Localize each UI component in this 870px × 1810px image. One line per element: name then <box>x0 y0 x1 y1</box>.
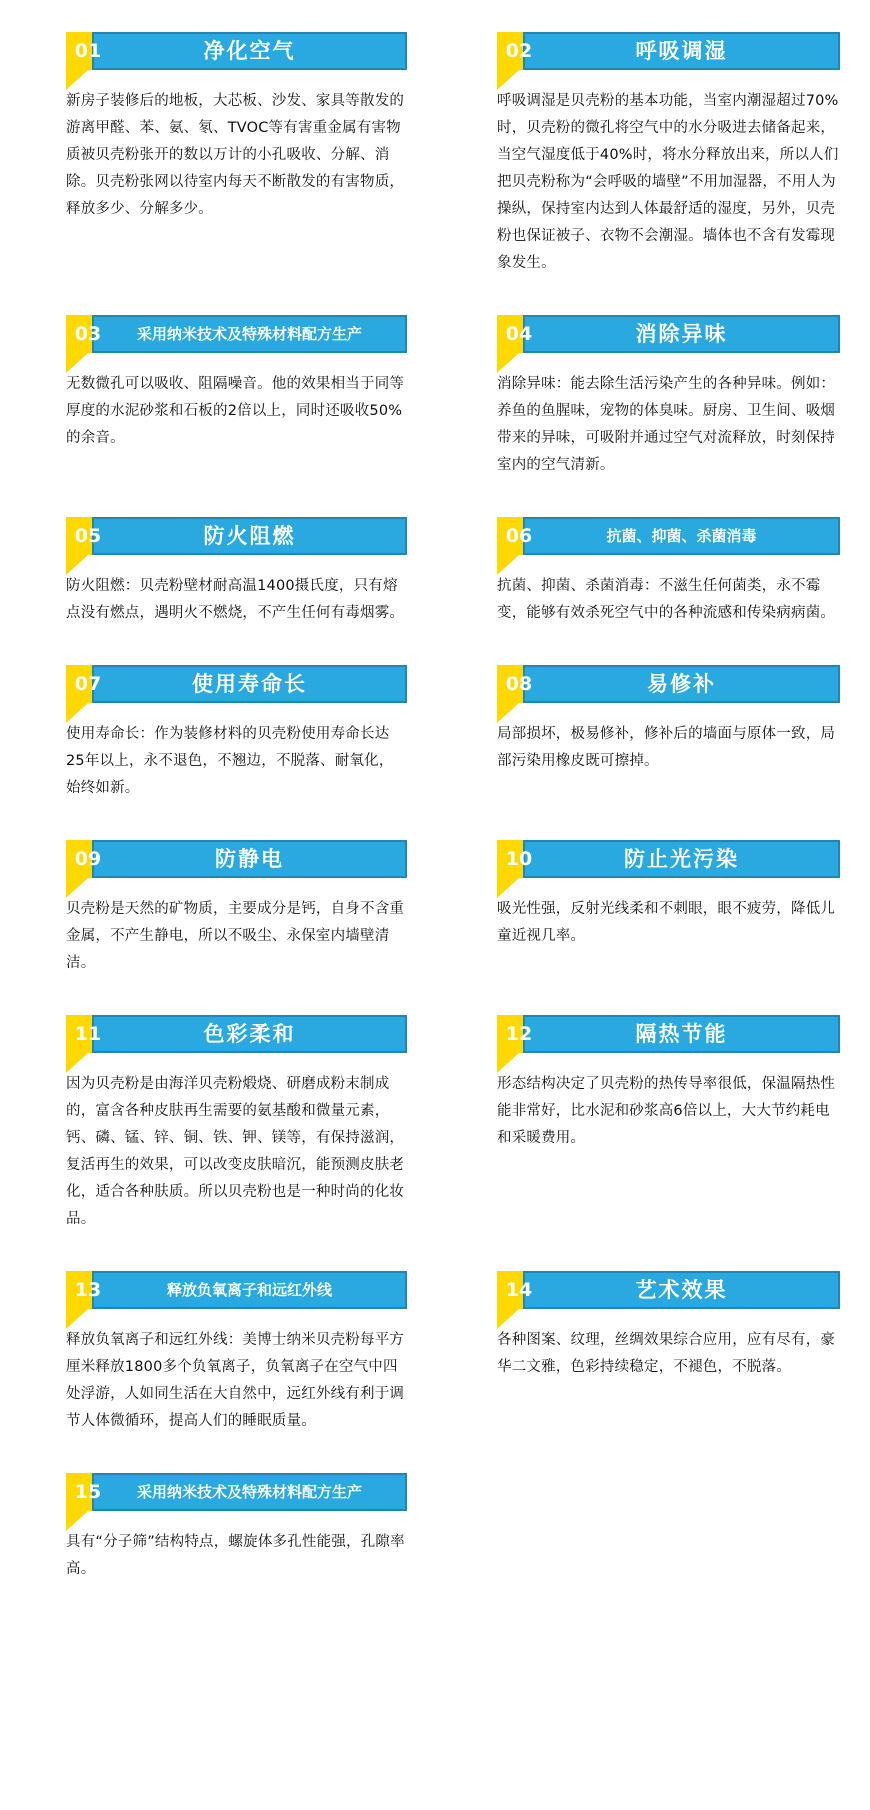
feature-body-14: 各种图案、纹理，丝绸效果综合应用，应有尽有，豪华二文雅，色彩持续稳定，不褪色，不脱落。 <box>497 1332 836 1375</box>
feature-title-13: 释放负氧离子和远红外线 <box>166 1280 332 1299</box>
feature-title-04: 消除异味 <box>635 321 728 346</box>
feature-card-05 <box>0 497 435 627</box>
feature-title-bar-06 <box>523 517 840 555</box>
feature-body-09: 贝壳粉是天然的矿物质，主要成分是钙，自身不含重金属，不产生静电，所以不吸尘、永保室内墙壁清洁。 <box>66 901 405 971</box>
feature-body-11: 因为贝壳粉是由海洋贝壳粉煅烧、研磨成粉末制成的，富含各种皮肤再生需要的氨基酸和微量元素，钙、磷、锰、锌、铜、铁、钾、镁等，有保持滋润，复活再生的效果，可以改变皮肤暗沉，能预测皮肤老化，适合各种肤质。所以贝壳粉也是一种时尚的化妆品。 <box>66 1076 405 1227</box>
feature-badge-wrap-03 <box>66 315 407 359</box>
feature-title-11: 色彩柔和 <box>203 1021 296 1046</box>
feature-number-10: 10 <box>505 848 533 870</box>
feature-badge-wrap-14 <box>497 1271 840 1315</box>
feature-number-badge-14 <box>497 1271 541 1309</box>
feature-card-12 <box>435 995 870 1152</box>
feature-title-bar-04 <box>523 315 840 353</box>
feature-title-bar-09 <box>92 840 407 878</box>
feature-title-14: 艺术效果 <box>635 1277 728 1302</box>
feature-title-02: 呼吸调湿 <box>635 38 728 63</box>
feature-number-badge-09 <box>66 840 110 878</box>
feature-card-04 <box>435 295 870 479</box>
feature-grid <box>0 12 870 1601</box>
feature-card-15 <box>0 1453 435 1583</box>
feature-title-bar-12 <box>523 1015 840 1053</box>
feature-number-badge-08 <box>497 665 541 703</box>
feature-badge-wrap-01 <box>66 32 407 76</box>
feature-number-15: 15 <box>74 1481 102 1503</box>
feature-title-bar-05 <box>92 517 407 555</box>
feature-number-07: 07 <box>74 673 102 695</box>
feature-body-06: 抗菌、抑菌、杀菌消毒：不滋生任何菌类，永不霉变，能够有效杀死空气中的各种流感和传染病病菌。 <box>497 578 836 621</box>
feature-number-04: 04 <box>505 323 533 345</box>
feature-number-badge-06 <box>497 517 541 555</box>
feature-number-badge-15 <box>66 1473 110 1511</box>
feature-badge-wrap-10 <box>497 840 840 884</box>
feature-body-01: 新房子装修后的地板，大芯板、沙发、家具等散发的游离甲醛、苯、氨、氡、TVOC等有害重金属有害物质被贝壳粉张开的数以万计的小孔吸收、分解、消除。贝壳粉张网以待室内每天不断散发的有害物质，释放多少、分解多少。 <box>66 93 405 217</box>
feature-body-02: 呼吸调湿是贝壳粉的基本功能，当室内潮湿超过70%时，贝壳粉的微孔将空气中的水分吸进去储备起来，当空气湿度低于40%时，将水分释放出来，所以人们把贝壳粉称为“会呼吸的墙壁”不用加湿器，不用人为操纵，保持室内达到人体最舒适的湿度，另外，贝壳粉也保证被子、衣物不会潮湿。墙体也不含有发霉现象发生。 <box>497 93 839 271</box>
feature-body-15: 具有“分子筛”结构特点，螺旋体多孔性能强，孔隙率高。 <box>66 1534 405 1577</box>
feature-number-badge-03 <box>66 315 110 353</box>
feature-card-13 <box>0 1251 435 1435</box>
feature-number-badge-02 <box>497 32 541 70</box>
feature-number-badge-05 <box>66 517 110 555</box>
feature-badge-wrap-15 <box>66 1473 407 1517</box>
feature-title-03: 采用纳米技术及特殊材料配方生产 <box>136 324 362 343</box>
feature-title-bar-08 <box>523 665 840 703</box>
feature-number-14: 14 <box>505 1279 533 1301</box>
feature-number-badge-13 <box>66 1271 110 1309</box>
feature-number-13: 13 <box>74 1279 102 1301</box>
feature-badge-wrap-06 <box>497 517 840 561</box>
feature-number-11: 11 <box>74 1023 102 1045</box>
feature-body-08: 局部损坏，极易修补，修补后的墙面与原体一致，局部污染用橡皮既可擦掉。 <box>497 726 836 769</box>
feature-title-09: 防静电 <box>215 846 284 871</box>
feature-title-bar-01 <box>92 32 407 70</box>
feature-number-badge-12 <box>497 1015 541 1053</box>
feature-card-07 <box>0 645 435 802</box>
feature-body-03: 无数微孔可以吸收、阻隔噪音。他的效果相当于同等厚度的水泥砂浆和石板的2倍以上，同时还吸收50%的余音。 <box>66 376 405 446</box>
feature-number-12: 12 <box>505 1023 533 1045</box>
feature-number-badge-07 <box>66 665 110 703</box>
feature-card-08 <box>435 645 870 775</box>
feature-number-badge-10 <box>497 840 541 878</box>
feature-number-08: 08 <box>505 673 533 695</box>
feature-body-05: 防火阻燃：贝壳粉壁材耐高温1400摄氏度，只有熔点没有燃点，遇明火不燃烧，不产生任何有毒烟雾。 <box>66 578 405 621</box>
feature-card-14 <box>435 1251 870 1381</box>
feature-title-bar-02 <box>523 32 840 70</box>
feature-card-10 <box>435 820 870 950</box>
feature-card-01 <box>0 12 435 223</box>
feature-number-02: 02 <box>505 40 533 62</box>
feature-title-01: 净化空气 <box>203 38 296 63</box>
feature-body-12: 形态结构决定了贝壳粉的热传导率很低，保温隔热性能非常好，比水泥和砂浆高6倍以上，大大节约耗电和采暖费用。 <box>497 1076 836 1146</box>
feature-badge-wrap-09 <box>66 840 407 884</box>
feature-badge-wrap-12 <box>497 1015 840 1059</box>
feature-badge-wrap-13 <box>66 1271 407 1315</box>
feature-number-03: 03 <box>74 323 102 345</box>
feature-title-bar-13 <box>92 1271 407 1309</box>
feature-title-08: 易修补 <box>647 671 716 696</box>
feature-title-bar-14 <box>523 1271 840 1309</box>
feature-number-badge-04 <box>497 315 541 353</box>
feature-card-02 <box>435 12 870 277</box>
feature-title-07: 使用寿命长 <box>192 671 307 696</box>
feature-body-10: 吸光性强，反射光线柔和不刺眼，眼不疲劳，降低儿童近视几率。 <box>497 901 836 944</box>
feature-number-badge-01 <box>66 32 110 70</box>
feature-badge-wrap-05 <box>66 517 407 561</box>
feature-badge-wrap-02 <box>497 32 840 76</box>
feature-body-04: 消除异味：能去除生活污染产生的各种异味。例如：养鱼的鱼腥味，宠物的体臭味。厨房、卫生间、吸烟带来的异味，可吸附并通过空气对流释放，时刻保持室内的空气清新。 <box>497 376 836 473</box>
feature-title-12: 隔热节能 <box>635 1021 728 1046</box>
feature-title-05: 防火阻燃 <box>203 523 296 548</box>
feature-title-bar-07 <box>92 665 407 703</box>
feature-number-09: 09 <box>74 848 102 870</box>
feature-number-05: 05 <box>74 525 102 547</box>
feature-body-07: 使用寿命长：作为装修材料的贝壳粉使用寿命长达25年以上，永不退色，不翘边，不脱落、耐氧化，始终如新。 <box>66 726 394 796</box>
feature-badge-wrap-08 <box>497 665 840 709</box>
feature-body-13: 释放负氧离子和远红外线：美博士纳米贝壳粉每平方厘米释放1800多个负氧离子，负氧离子在空气中四处浮游，人如同生活在大自然中，远红外线有利于调节人体微循环，提高人们的睡眠质量。 <box>66 1332 405 1429</box>
feature-badge-wrap-04 <box>497 315 840 359</box>
feature-badge-wrap-11 <box>66 1015 407 1059</box>
feature-card-03 <box>0 295 435 452</box>
feature-title-bar-03 <box>92 315 407 353</box>
feature-number-badge-11 <box>66 1015 110 1053</box>
feature-card-11 <box>0 995 435 1233</box>
feature-title-bar-15 <box>92 1473 407 1511</box>
feature-title-15: 采用纳米技术及特殊材料配方生产 <box>136 1482 362 1501</box>
feature-badge-wrap-07 <box>66 665 407 709</box>
feature-number-06: 06 <box>505 525 533 547</box>
feature-title-bar-11 <box>92 1015 407 1053</box>
feature-card-06 <box>435 497 870 627</box>
feature-number-01: 01 <box>74 40 102 62</box>
feature-card-09 <box>0 820 435 977</box>
feature-title-bar-10 <box>523 840 840 878</box>
feature-title-10: 防止光污染 <box>624 846 739 871</box>
feature-title-06: 抗菌、抑菌、杀菌消毒 <box>606 526 757 545</box>
